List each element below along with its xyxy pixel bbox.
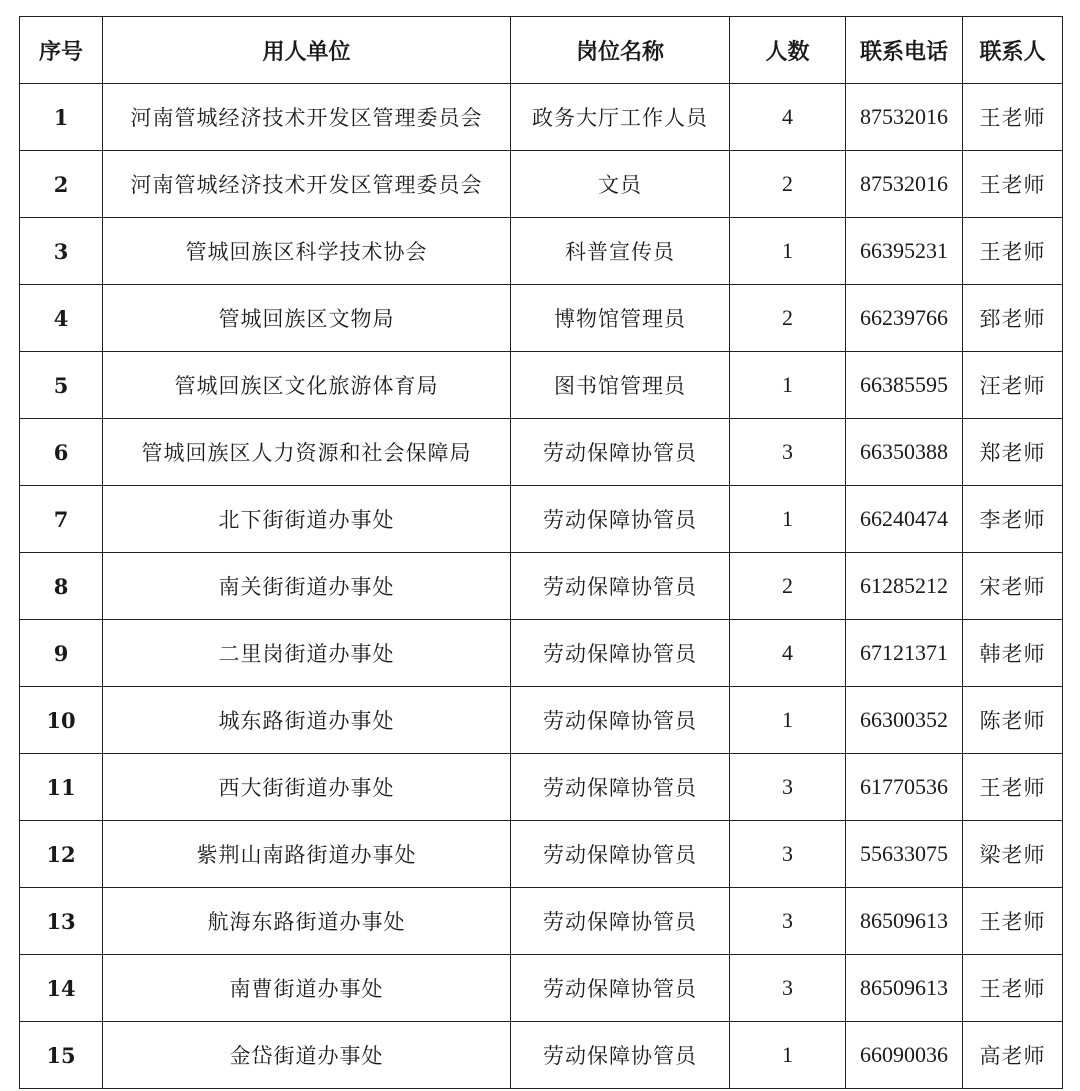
table-row — [20, 754, 1063, 821]
position-cell: 劳动保障协管员 — [511, 821, 730, 888]
serial-number-cell: 14 — [20, 955, 103, 1022]
employer-cell: 二里岗街道办事处 — [103, 620, 511, 687]
position-cell: 劳动保障协管员 — [511, 1022, 730, 1089]
position-cell: 图书馆管理员 — [511, 352, 730, 419]
serial-number-cell: 5 — [20, 352, 103, 419]
position-cell: 博物馆管理员 — [511, 285, 730, 352]
headcount-cell: 3 — [730, 419, 846, 486]
employer-cell: 城东路街道办事处 — [103, 687, 511, 754]
employer-cell: 北下街街道办事处 — [103, 486, 511, 553]
phone-cell: 66300352 — [846, 687, 963, 754]
serial-number-cell: 7 — [20, 486, 103, 553]
contact-cell: 陈老师 — [963, 687, 1063, 754]
phone-cell: 66385595 — [846, 352, 963, 419]
employer-cell: 管城回族区文化旅游体育局 — [103, 352, 511, 419]
table-row — [20, 687, 1063, 754]
contact-cell: 李老师 — [963, 486, 1063, 553]
serial-number-cell: 15 — [20, 1022, 103, 1089]
table-row — [20, 218, 1063, 285]
contact-cell: 宋老师 — [963, 553, 1063, 620]
phone-cell: 87532016 — [846, 151, 963, 218]
employer-cell: 河南管城经济技术开发区管理委员会 — [103, 151, 511, 218]
phone-cell: 67121371 — [846, 620, 963, 687]
table-row — [20, 1022, 1063, 1089]
contact-cell: 韩老师 — [963, 620, 1063, 687]
contact-cell: 梁老师 — [963, 821, 1063, 888]
position-cell: 劳动保障协管员 — [511, 754, 730, 821]
headcount-cell: 2 — [730, 151, 846, 218]
position-cell: 劳动保障协管员 — [511, 486, 730, 553]
phone-cell: 55633075 — [846, 821, 963, 888]
serial-number-cell: 2 — [20, 151, 103, 218]
headcount-cell: 3 — [730, 888, 846, 955]
employer-cell: 管城回族区人力资源和社会保障局 — [103, 419, 511, 486]
position-cell: 劳动保障协管员 — [511, 419, 730, 486]
table-row — [20, 419, 1063, 486]
contact-cell: 王老师 — [963, 754, 1063, 821]
header-headcount: 人数 — [730, 17, 846, 84]
table-row — [20, 888, 1063, 955]
phone-cell: 61770536 — [846, 754, 963, 821]
table-header — [20, 17, 1063, 84]
employer-cell: 航海东路街道办事处 — [103, 888, 511, 955]
headcount-cell: 1 — [730, 687, 846, 754]
contact-cell: 王老师 — [963, 84, 1063, 151]
header-row — [20, 17, 1063, 84]
header-serial-number: 序号 — [20, 17, 103, 84]
phone-cell: 86509613 — [846, 955, 963, 1022]
contact-cell: 王老师 — [963, 151, 1063, 218]
phone-cell: 61285212 — [846, 553, 963, 620]
job-openings-sheet — [19, 16, 1062, 1074]
employer-cell: 金岱街道办事处 — [103, 1022, 511, 1089]
serial-number-cell: 3 — [20, 218, 103, 285]
table-row — [20, 553, 1063, 620]
table-body — [20, 84, 1063, 1089]
table-row — [20, 285, 1063, 352]
serial-number-cell: 4 — [20, 285, 103, 352]
phone-cell: 66350388 — [846, 419, 963, 486]
position-cell: 劳动保障协管员 — [511, 687, 730, 754]
serial-number-cell: 8 — [20, 553, 103, 620]
position-cell: 劳动保障协管员 — [511, 620, 730, 687]
contact-cell: 高老师 — [963, 1022, 1063, 1089]
contact-cell: 汪老师 — [963, 352, 1063, 419]
contact-cell: 王老师 — [963, 888, 1063, 955]
table-row — [20, 620, 1063, 687]
phone-cell: 86509613 — [846, 888, 963, 955]
header-employer: 用人单位 — [103, 17, 511, 84]
headcount-cell: 3 — [730, 955, 846, 1022]
headcount-cell: 4 — [730, 84, 846, 151]
table-row — [20, 151, 1063, 218]
serial-number-cell: 6 — [20, 419, 103, 486]
contact-cell: 王老师 — [963, 218, 1063, 285]
serial-number-cell: 9 — [20, 620, 103, 687]
headcount-cell: 3 — [730, 821, 846, 888]
employer-cell: 管城回族区科学技术协会 — [103, 218, 511, 285]
employer-cell: 河南管城经济技术开发区管理委员会 — [103, 84, 511, 151]
phone-cell: 66395231 — [846, 218, 963, 285]
contact-cell: 郑老师 — [963, 419, 1063, 486]
headcount-cell: 1 — [730, 1022, 846, 1089]
employer-cell: 西大街街道办事处 — [103, 754, 511, 821]
job-openings-table — [19, 16, 1063, 1089]
header-position: 岗位名称 — [511, 17, 730, 84]
position-cell: 劳动保障协管员 — [511, 955, 730, 1022]
serial-number-cell: 12 — [20, 821, 103, 888]
headcount-cell: 1 — [730, 218, 846, 285]
serial-number-cell: 13 — [20, 888, 103, 955]
phone-cell: 66090036 — [846, 1022, 963, 1089]
employer-cell: 南关街街道办事处 — [103, 553, 511, 620]
headcount-cell: 1 — [730, 352, 846, 419]
phone-cell: 66240474 — [846, 486, 963, 553]
position-cell: 劳动保障协管员 — [511, 553, 730, 620]
headcount-cell: 2 — [730, 553, 846, 620]
headcount-cell: 1 — [730, 486, 846, 553]
table-row — [20, 821, 1063, 888]
serial-number-cell: 10 — [20, 687, 103, 754]
employer-cell: 管城回族区文物局 — [103, 285, 511, 352]
position-cell: 政务大厅工作人员 — [511, 84, 730, 151]
employer-cell: 紫荆山南路街道办事处 — [103, 821, 511, 888]
serial-number-cell: 11 — [20, 754, 103, 821]
table-row — [20, 84, 1063, 151]
contact-cell: 王老师 — [963, 955, 1063, 1022]
header-contact: 联系人 — [963, 17, 1063, 84]
position-cell: 科普宣传员 — [511, 218, 730, 285]
header-phone: 联系电话 — [846, 17, 963, 84]
serial-number-cell: 1 — [20, 84, 103, 151]
table-row — [20, 955, 1063, 1022]
phone-cell: 66239766 — [846, 285, 963, 352]
phone-cell: 87532016 — [846, 84, 963, 151]
headcount-cell: 4 — [730, 620, 846, 687]
position-cell: 文员 — [511, 151, 730, 218]
contact-cell: 郅老师 — [963, 285, 1063, 352]
table-row — [20, 486, 1063, 553]
employer-cell: 南曹街道办事处 — [103, 955, 511, 1022]
position-cell: 劳动保障协管员 — [511, 888, 730, 955]
headcount-cell: 3 — [730, 754, 846, 821]
table-row — [20, 352, 1063, 419]
headcount-cell: 2 — [730, 285, 846, 352]
